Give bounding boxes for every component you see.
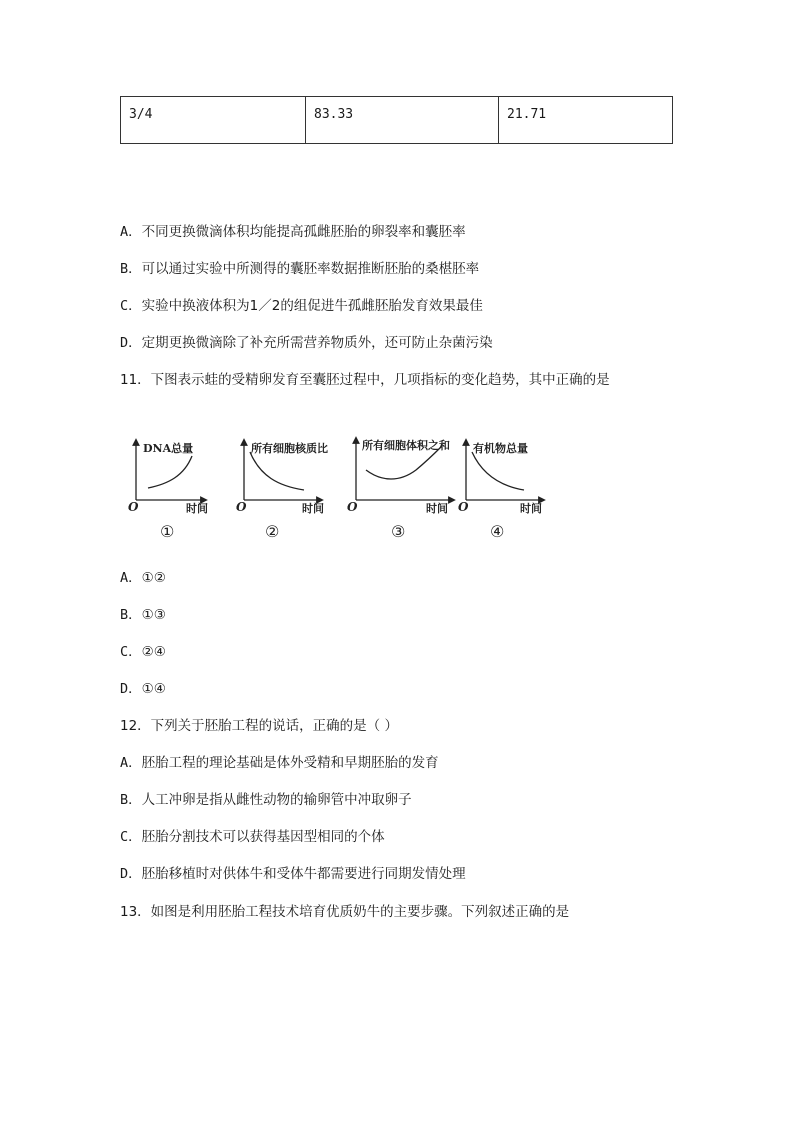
table-row [121,97,673,144]
origin-label: O [347,500,358,514]
q10-option-d: D．定期更换微滴除了补充所需营养物质外，还可防止杂菌污染 [120,335,493,351]
figure-number: ① [160,522,175,541]
table-cell: 83.33 [306,97,499,144]
x-axis-label: 时间 [302,502,324,515]
q12-option-b: B．人工冲卵是指从雌性动物的输卵管中冲取卵子 [120,792,412,808]
figure-number: ② [265,522,280,541]
trend-graphs [120,430,560,545]
q11-stem: 11．下图表示蛙的受精卵发育至囊胚过程中，几项指标的变化趋势，其中正确的是 [120,372,610,388]
q12-stem: 12．下列关于胚胎工程的说话，正确的是（ ） [120,718,398,734]
q11-figures [120,430,560,545]
q11-option-c: C．②④ [120,644,166,660]
x-axis-label: 时间 [186,502,208,515]
q12-option-c: C．胚胎分割技术可以获得基因型相同的个体 [120,829,385,845]
trend-curve [250,452,304,490]
x-axis-label: 时间 [426,502,448,515]
table-cell: 21.71 [499,97,673,144]
q10-option-b: B．可以通过实验中所测得的囊胚率数据推断胚胎的桑椹胚率 [120,261,480,277]
figure-number: ④ [490,522,505,541]
data-table [120,96,673,144]
graph-4 [458,441,542,541]
origin-label: O [128,500,139,514]
y-axis-label: DNA总量 [143,442,194,455]
graph-3 [347,438,452,541]
q12-option-d: D．胚胎移植时对供体牛和受体牛都需要进行同期发情处理 [120,866,466,882]
graph-1 [128,441,208,541]
q11-option-a: A．①② [120,570,166,586]
x-axis-label: 时间 [520,502,542,515]
y-axis-label: 有机物总量 [473,442,528,455]
y-axis-label: 所有细胞体积之和 [362,439,450,452]
q11-option-b: B．①③ [120,607,166,623]
q12-option-a: A．胚胎工程的理论基础是体外受精和早期胚胎的发育 [120,755,439,771]
graph-2 [236,441,328,541]
q13-stem: 13．如图是利用胚胎工程技术培育优质奶牛的主要步骤。下列叙述正确的是 [120,904,570,920]
table-cell: 3/4 [121,97,306,144]
y-axis-label: 所有细胞核质比 [251,442,328,455]
q10-option-a: A．不同更换微滴体积均能提高孤雌胚胎的卵裂率和囊胚率 [120,224,466,240]
origin-label: O [458,500,469,514]
trend-curve [148,456,192,488]
origin-label: O [236,500,247,514]
trend-curve [472,452,524,490]
figure-number: ③ [391,522,406,541]
q11-option-d: D．①④ [120,681,166,697]
q10-option-c: C．实验中换液体积为1／2的组促进牛孤雌胚胎发育效果最佳 [120,298,483,314]
